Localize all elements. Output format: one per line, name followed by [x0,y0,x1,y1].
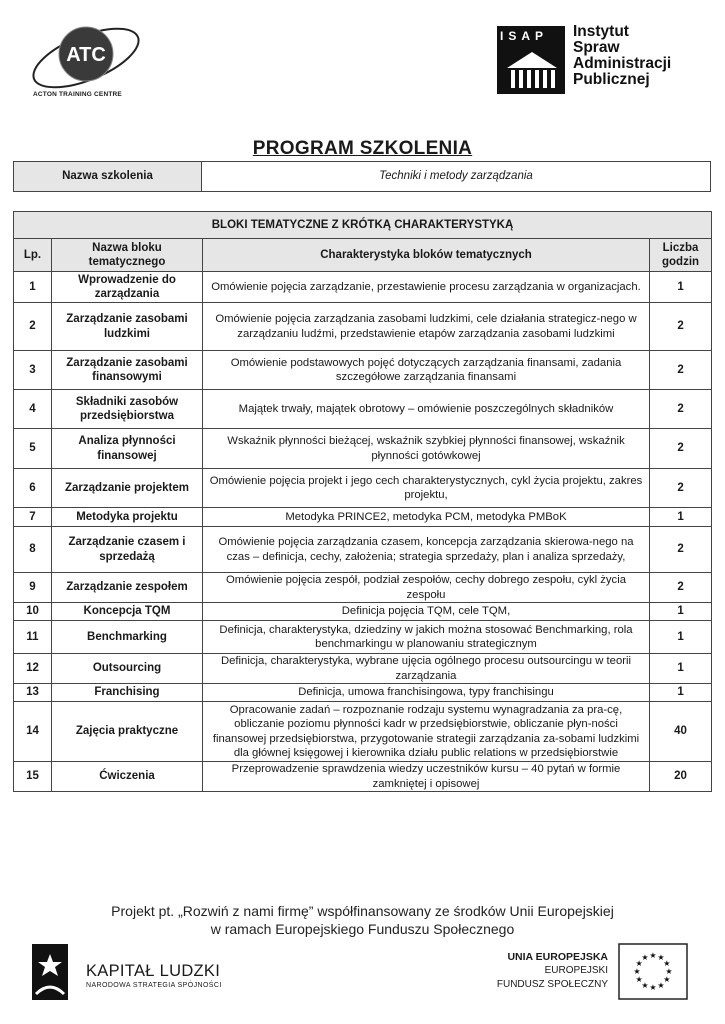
eu-star-icon: ★ [665,967,673,976]
row-name: Składniki zasobów przedsiębiorstwa [52,390,203,429]
row-desc: Definicja pojęcia TQM, cele TQM, [203,603,650,621]
row-desc: Omówienie pojęcia zarządzania zasobami ludzkimi, cele działania strategicz-nego w zarządzaniu ludźmi, przedstawienie etapów zarządzania zasobami ludzkimi [203,303,650,351]
table-row [14,573,712,603]
row-name: Wprowadzenie do zarządzania [52,272,203,303]
row-lp: 4 [14,390,52,429]
course-name-table [13,161,711,192]
eu-label: UNIA EUROPEJSKA EUROPEJSKI FUNDUSZ SPOŁECZNY [496,951,608,990]
row-desc: Omówienie podstawowych pojęć dotyczących zarządzania finansami, zadania szczegółowe zarządzania finansami [203,351,650,390]
row-lp: 7 [14,508,52,527]
row-desc: Wskaźnik płynności bieżącej, wskaźnik szybkiej płynności finansowej, wskaźnik płynności gotówkowej [203,429,650,469]
table-row [14,684,712,702]
row-hours: 2 [650,303,712,351]
table-row [14,654,712,684]
table-row [14,508,712,527]
blocks-table [13,211,712,792]
table-row [14,762,712,792]
row-hours: 2 [650,573,712,603]
row-name: Benchmarking [52,621,203,654]
row-name: Koncepcja TQM [52,603,203,621]
eu-star-icon: ★ [657,953,665,963]
table-row [14,351,712,390]
row-hours: 1 [650,621,712,654]
table-row [14,429,712,469]
table-row [14,303,712,351]
row-lp: 10 [14,603,52,621]
kapital-ludzki-icon [28,940,72,1002]
row-name: Outsourcing [52,654,203,684]
row-lp: 5 [14,429,52,469]
row-lp: 12 [14,654,52,684]
row-name: Zarządzanie projektem [52,469,203,508]
row-hours: 1 [650,272,712,303]
row-lp: 6 [14,469,52,508]
row-desc: Definicja, charakterystyka, dziedziny w jakich można stosować Benchmarking, rola benchmarkingu w planowaniu strategicznym [203,621,650,654]
row-lp: 3 [14,351,52,390]
atc-logo-text: ATC [66,44,106,66]
row-lp: 8 [14,527,52,573]
row-name: Zarządzanie czasem i sprzedażą [52,527,203,573]
course-name-value: Techniki i metody zarządzania [202,162,711,192]
table-row [14,527,712,573]
row-desc: Omówienie pojęcia projekt i jego cech charakterystycznych, cykl życia projektu, zakres projektu, [203,469,650,508]
row-desc: Majątek trwały, majątek obrotowy – omówienie poszczególnych składników [203,390,650,429]
kapital-ludzki-title: KAPITAŁ LUDZKI [86,962,221,980]
row-hours: 20 [650,762,712,792]
page-title: PROGRAM SZKOLENIA [252,138,473,159]
eu-star-icon: ★ [663,959,671,968]
table-row [14,390,712,429]
row-name: Zarządzanie zasobami finansowymi [52,351,203,390]
row-desc: Metodyka PRINCE2, metodyka PCM, metodyka PMBoK [203,508,650,527]
table-row [14,272,712,303]
table-row [14,702,712,762]
row-hours: 1 [650,684,712,702]
kapital-ludzki-subtitle: NARODOWA STRATEGIA SPÓJNOŚCI [86,982,222,989]
section-title: BLOKI TEMATYCZNE Z KRÓTKĄ CHARAKTERYSTYKĄ [14,212,712,239]
table-row [14,469,712,508]
eu-star-icon: ★ [635,959,643,968]
row-hours: 2 [650,351,712,390]
row-hours: 2 [650,469,712,508]
table-row [14,621,712,654]
eu-star-icon: ★ [663,975,671,984]
row-name: Metodyka projektu [52,508,203,527]
row-lp: 14 [14,702,52,762]
row-desc: Omówienie pojęcia zarządzania czasem, koncepcja zarządzania skierowa-nego na czas – definicja, cechy, założenia; strategia sprzedaży, plan i analiza sprzedaży, [203,527,650,573]
row-desc: Definicja, charakterystyka, wybrane ujęcia ogólnego procesu outsourcingu w teorii zarządzania [203,654,650,684]
row-hours: 2 [650,390,712,429]
row-hours: 1 [650,603,712,621]
eu-star-icon: ★ [649,983,657,992]
eu-flag-icon [618,943,688,1000]
eu-star-icon: ★ [649,951,657,960]
row-lp: 15 [14,762,52,792]
row-desc: Omówienie pojęcia zarządzanie, przestawienie procesu zarządzania w organizacjach. [203,272,650,303]
row-name: Analiza płynności finansowej [52,429,203,469]
table-row [14,603,712,621]
eu-star-icon: ★ [641,953,649,963]
row-lp: 1 [14,272,52,303]
col-header-name: Nazwa bloku tematycznego [52,239,203,272]
isap-name: Instytut Spraw Administracji Publicznej [573,23,672,88]
row-hours: 1 [650,508,712,527]
col-header-lp: Lp. [14,239,52,272]
eu-star-icon: ★ [657,980,665,990]
row-desc: Przeprowadzenie sprawdzenia wiedzy uczestników kursu – 40 pytań w formie zamkniętej i opisowej [203,762,650,792]
row-lp: 2 [14,303,52,351]
col-header-desc: Charakterystyka bloków tematycznych [203,239,650,272]
row-desc: Definicja, umowa franchisingowa, typy franchisingu [203,684,650,702]
course-name-label: Nazwa szkolenia [14,162,202,192]
eu-star-icon: ★ [635,975,643,984]
eu-star-icon: ★ [641,980,649,990]
isap-letters: ISAP [500,29,549,43]
row-hours: 2 [650,429,712,469]
row-hours: 1 [650,654,712,684]
row-name: Zarządzanie zasobami ludzkimi [52,303,203,351]
isap-building-icon [497,26,567,96]
row-desc: Opracowanie zadań – rozpoznanie rodzaju systemu wynagradzania za pra-cę, obliczanie poziomu płynności kadr w przedsiębiorstwie, obliczanie płyn-ności finansowej przedsiębiorstwa, przygotowanie strategii zarządzania za-sobami ludzkimi dla głównej księgowej i kierownika działu public relations w przedsiębiorstwie [203,702,650,762]
row-name: Zajęcia praktyczne [52,702,203,762]
row-lp: 11 [14,621,52,654]
row-lp: 13 [14,684,52,702]
row-name: Zarządzanie zespołem [52,573,203,603]
row-lp: 9 [14,573,52,603]
atc-caption: ACTON TRAINING CENTRE [33,91,122,98]
row-name: Franchising [52,684,203,702]
row-desc: Omówienie pojęcia zespół, podział zespołów, cechy dobrego zespołu, cykl życia zespołu [203,573,650,603]
eu-star-icon: ★ [633,967,641,976]
col-header-hours: Liczba godzin [650,239,712,272]
row-hours: 2 [650,527,712,573]
project-note: Projekt pt. „Rozwiń z nami firmę” współfinansowany ze środków Unii Europejskiej w ramach Europejskiego Funduszu Społecznego [111,903,614,937]
row-hours: 40 [650,702,712,762]
row-name: Ćwiczenia [52,762,203,792]
